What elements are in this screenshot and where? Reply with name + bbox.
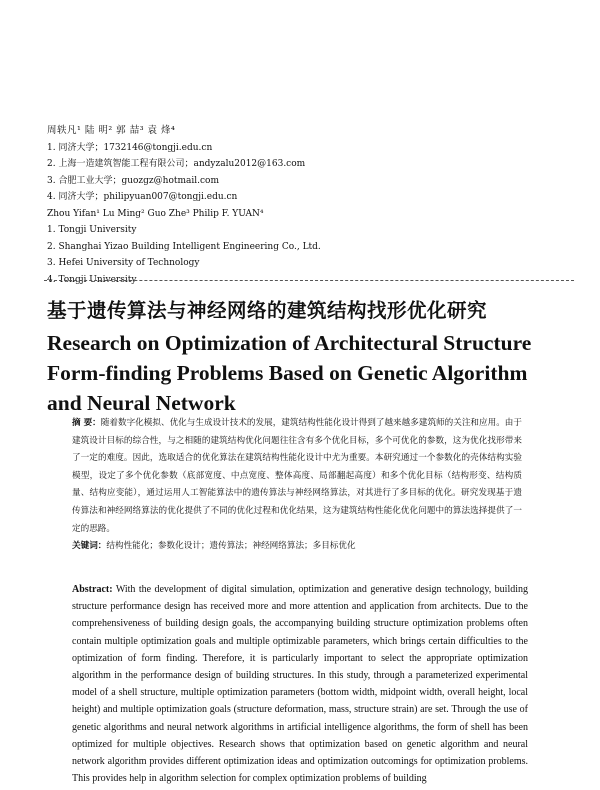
affiliation-en-4: 4. Tongji University <box>47 274 137 285</box>
affiliation-cn-3: 3. 合肥工业大学；guozgz@hotmail.com <box>47 175 220 186</box>
affiliation-en-2: 2. Shanghai Yizao Building Intelligent Engineering Co., Ltd. <box>47 241 321 252</box>
abstract-en <box>72 581 528 787</box>
title-block <box>47 295 567 418</box>
abstract-cn-text: 随着数字化模拟、优化与生成设计技术的发展，建筑结构性能化设计得到了越来越多建筑师的关注和应用。由于建筑设计目标的综合性，与之相随的建筑结构优化问题往往含有多个优化目标，多个可优化的参数，这为优化找形带来了一定的难度。因此，选取适合的优化算法在建筑结构性能化设计中尤为重要。本研究通过一个参数化的壳体结构实验模型，设定了多个优化参数（底部宽度、中点宽度、整体高度、局部翻起高度）和多个优化目标（结构形变、结构质量、结构应变能），通过运用人工智能算法中的遗传算法与神经网络算法，对其进行了多目标的优化。研究发现基于遗传算法和神经网络算法的优化提供了不同的优化过程和优化结果，这为建筑结构性能化优化问题中的算法选择提供了一定的思路。 <box>72 418 522 534</box>
affiliation-en-3: 3. Hefei University of Technology <box>47 258 200 268</box>
abstract-en-label: Abstract: <box>72 584 113 595</box>
author-names-cn: 周轶凡¹ 陆 明² 郭 喆³ 袁 烽⁴ <box>47 125 176 136</box>
abstract-en-text: With the development of digital simulation, optimization and generative design technology, building structure performance design has received more and more attention and application from architects. Due to the comprehensiveness of building design goals, the accompanying building structure optimization problems often contain multiple optimization goals and multiple optimizable parameters, which brings certain difficulties to the optimization of form finding. Therefore, it is particularly important to select the appropriate optimization algorithm in the performance design of building structures. In this study, through a parameterized experimental model of a shell structure, multiple optimization parameters (bottom width, midpoint width, overall height, local height) and multiple optimization goals (structure deformation, mass, structure strain) are set. Through the use of genetic algorithms and neural network algorithms in artificial intelligence algorithms, the form of shell has been optimized for multiple objectives. Research shows that optimization based on genetic algorithm and neural network algorithm provides different optimization ideas and optimization outcomings for optimization problems. This provides help in algorithm selection for complex optimization problems of building <box>72 584 529 785</box>
affiliation-cn-4: 4. 同济大学；philipyuan007@tongji.edu.cn <box>47 192 238 202</box>
affiliation-cn-1: 1. 同济大学；1732146@tongji.edu.cn <box>47 142 213 153</box>
keywords-cn <box>72 538 522 556</box>
keywords-cn-text: 结构性能化；参数化设计；遗传算法；神经网络算法；多目标优化 <box>106 541 356 552</box>
section-divider <box>44 280 574 281</box>
abstract-cn-paragraph <box>72 415 522 538</box>
abstract-cn <box>72 415 522 556</box>
author-names-en: Zhou Yifan¹ Lu Ming² Guo Zhe³ Philip F. YUAN⁴ <box>47 208 264 219</box>
author-block <box>47 123 567 288</box>
affiliation-en-1: 1. Tongji University <box>47 225 137 235</box>
keywords-cn-label: 关键词： <box>72 541 107 552</box>
affiliation-cn-2: 2. 上海一造建筑智能工程有限公司；andyzalu2012@163.com <box>47 159 306 169</box>
title-cn: 基于遗传算法与神经网络的建筑结构找形优化研究 <box>47 299 488 322</box>
abstract-cn-label: 摘 要： <box>72 418 101 428</box>
title-en: Research on Optimization of Architectural Structure Form-finding Problems Based on Genetic Algorithm and Neural Network <box>47 331 532 415</box>
